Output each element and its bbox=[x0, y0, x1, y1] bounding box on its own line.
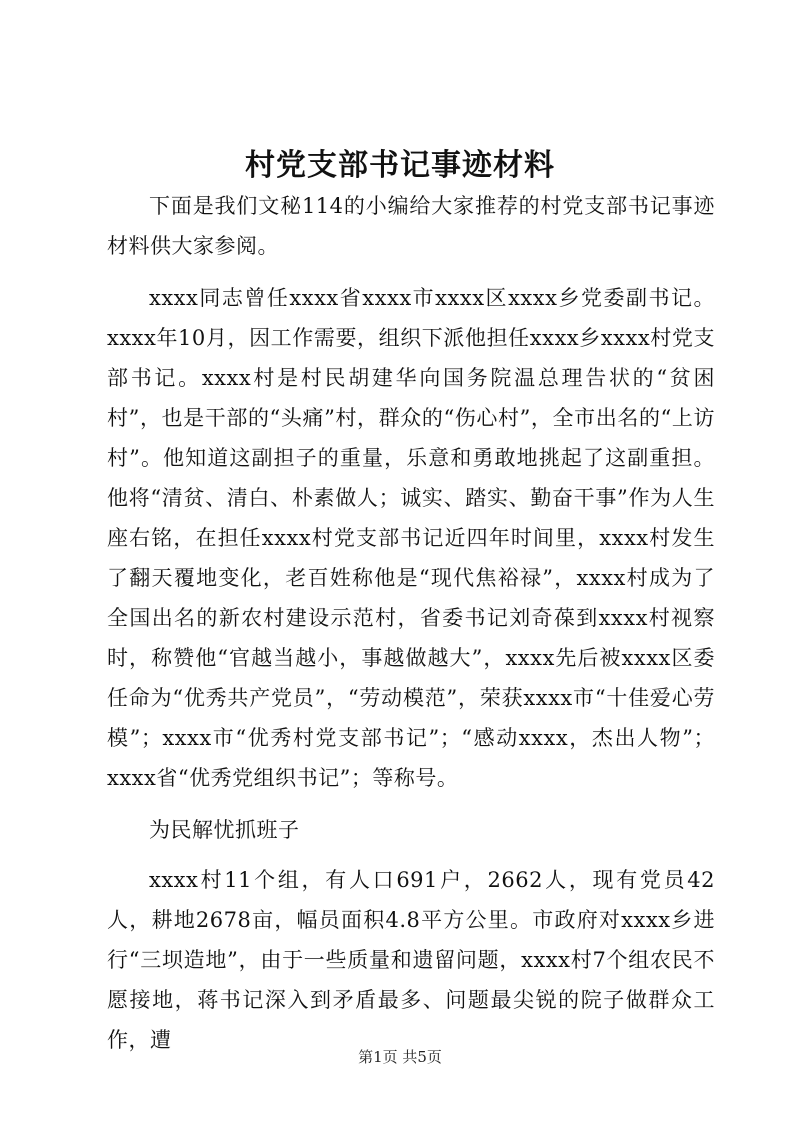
page-number-footer: 第1页 共5页 bbox=[358, 1048, 442, 1066]
body-paragraph: xxxx同志曾任xxxx省xxxx市xxxx区xxxx乡党委副书记。xxxx年10月，因工作需要，组织下派他担任xxxx乡xxxx村党支部书记。xxxx村是村民胡建华向国务院温总理告状的“贫困村”，也是干部的“头痛”村，群众的“伤心村”，全市出名的“上访村”。他知道这副担子的重量，乐意和勇敢地挑起了这副重担。他将“清贫、清白、朴素做人；诚实、踏实、勤奋干事”作为人生座右铭，在担任xxxx村党支部书记近四年时间里，xxxx村发生了翻天覆地变化，老百姓称他是“现代焦裕禄”，xxxx村成为了全国出名的新农村建设示范村，省委书记刘奇葆到xxxx村视察时，称赞他“官越当越小，事越做越大”，xxxx先后被xxxx区委任命为“优秀共产党员”，“劳动模范”，荣获xxxx市“十佳爱心劳模”；xxxx市“优秀村党支部书记”；“感动xxxx，杰出人物”；xxxx省“优秀党组织书记”；等称号。 bbox=[107, 286, 715, 790]
document-body bbox=[107, 186, 715, 1072]
document-title: 村党支部书记事迹材料 bbox=[245, 148, 555, 183]
section-heading: 为民解忧抓班子 bbox=[149, 818, 300, 842]
body-paragraph: xxxx村11个组，有人口691户，2662人，现有党员42人，耕地2678亩，幅员面积4.8平方公里。市政府对xxxx乡进行“三坝造地”，由于一些质量和遗留问题，xxxx村7个组农民不愿接地，蒋书记深入到矛盾最多、问题最尖锐的院子做群众工作，遭 bbox=[107, 868, 715, 1052]
intro-paragraph: 下面是我们文秘114的小编给大家推荐的村党支部书记事迹材料供大家参阅。 bbox=[107, 194, 715, 258]
